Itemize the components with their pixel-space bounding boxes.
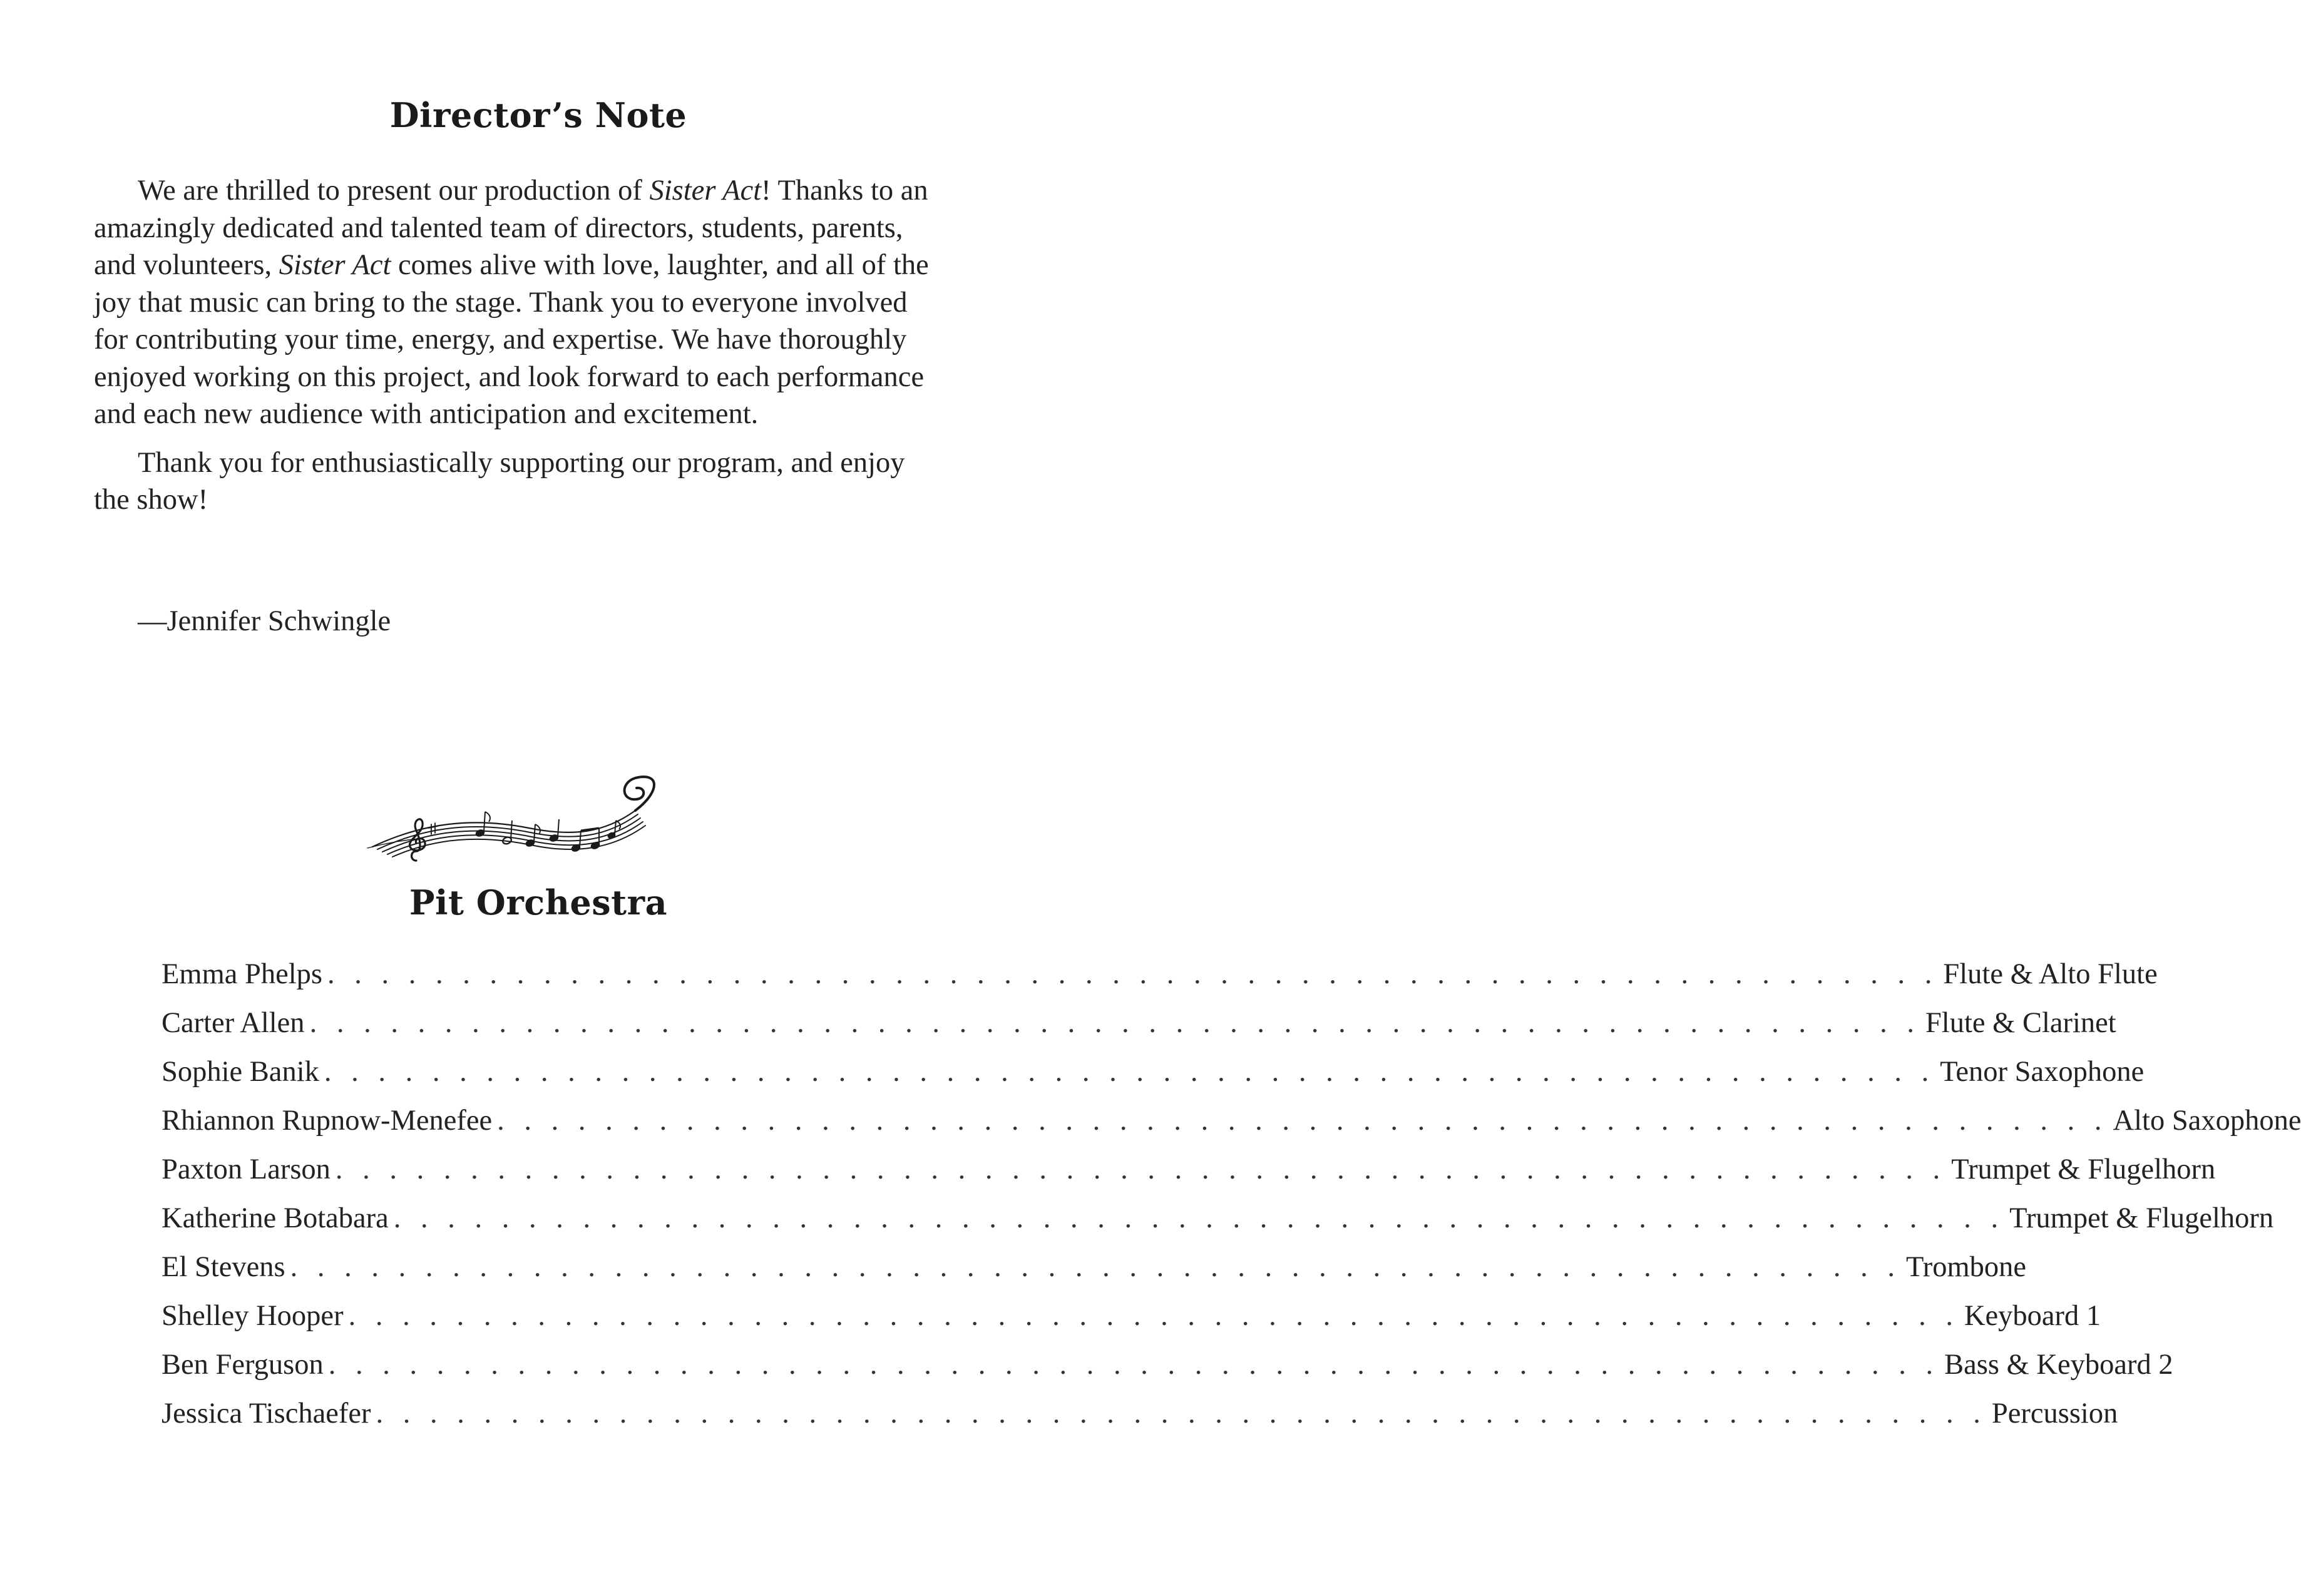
dot-leader: . . . . . . . . . . . . . . . . . . . . . . . . . . . . . . . . . . . . . . . . . . . . . . . . . . . . . . . . . . . . bbox=[393, 1202, 2005, 1234]
member-instrument: Trumpet & Flugelhorn bbox=[1951, 1154, 2216, 1185]
member-name: El Stevens bbox=[161, 1251, 285, 1283]
dot-leader: . . . . . . . . . . . . . . . . . . . . . . . . . . . . . . . . . . . . . . . . . . . . . . . . . . . . . . . . . . . . bbox=[335, 1154, 1947, 1185]
directors-note-signature: —Jennifer Schwingle bbox=[138, 605, 391, 637]
orchestra-member-row bbox=[161, 1006, 2116, 1055]
orchestra-member-row bbox=[161, 1104, 2301, 1153]
member-name: Paxton Larson bbox=[161, 1154, 331, 1185]
directors-note-title: Director’s Note bbox=[389, 95, 687, 135]
note-text-segment: comes alive with love, laughter, and all of the joy that music can bring to the stage. Thank you to everyone involved for contributing your time, energy, and expertise. We have thoroughly enjoyed working on this project, and look forward to each performance and each new audience with anticipation and excitement. bbox=[94, 249, 929, 430]
dot-leader: . . . . . . . . . . . . . . . . . . . . . . . . . . . . . . . . . . . . . . . . . . . . . . . . . . . . . . . . . . . . bbox=[348, 1300, 1959, 1332]
member-instrument: Percussion bbox=[1991, 1398, 2118, 1430]
orchestra-member-row bbox=[161, 1348, 2173, 1397]
directors-note-body bbox=[94, 172, 933, 519]
orchestra-member-row bbox=[161, 1397, 2118, 1446]
note-text-segment: We are thrilled to present our production of bbox=[138, 175, 650, 207]
orchestra-member-row bbox=[161, 1251, 2027, 1299]
member-instrument: Bass & Keyboard 2 bbox=[1944, 1349, 2173, 1381]
dot-leader: . . . . . . . . . . . . . . . . . . . . . . . . . . . . . . . . . . . . . . . . . . . . . . . . . . . . . . . . . . . . bbox=[497, 1105, 2108, 1137]
dot-leader: . . . . . . . . . . . . . . . . . . . . . . . . . . . . . . . . . . . . . . . . . . . . . . . . . . . . . . . . . . . . bbox=[376, 1398, 1987, 1430]
dot-leader: . . . . . . . . . . . . . . . . . . . . . . . . . . . . . . . . . . . . . . . . . . . . . . . . . . . . . . . . . . . . bbox=[327, 958, 1939, 990]
member-instrument: Alto Saxophone bbox=[2113, 1105, 2301, 1137]
dot-leader: . . . . . . . . . . . . . . . . . . . . . . . . . . . . . . . . . . . . . . . . . . . . . . . . . . . . . . . . . . . . bbox=[328, 1349, 1940, 1381]
note-text-segment: ! Thanks to an amazingly dedicated and talented team of directors, students, parents, and volunteers, bbox=[94, 175, 928, 281]
orchestra-member-row bbox=[161, 1153, 2216, 1202]
member-instrument: Trombone bbox=[1905, 1251, 2027, 1283]
pit-orchestra-list bbox=[161, 958, 2301, 1446]
music-staff-swirl-icon bbox=[366, 773, 667, 867]
member-instrument: Flute & Alto Flute bbox=[1943, 958, 2158, 990]
orchestra-member-row bbox=[161, 1055, 2145, 1104]
dot-leader: . . . . . . . . . . . . . . . . . . . . . . . . . . . . . . . . . . . . . . . . . . . . . . . . . . . . . . . . . . . . bbox=[309, 1007, 1920, 1039]
member-instrument: Trumpet & Flugelhorn bbox=[2009, 1202, 2274, 1234]
member-name: Katherine Botabara bbox=[161, 1202, 389, 1234]
directors-note-paragraph-2: Thank you for enthusiastically supporting our program, and enjoy the show! bbox=[94, 446, 905, 516]
orchestra-member-row bbox=[161, 1299, 2101, 1348]
member-name: Rhiannon Rupnow-Menefee bbox=[161, 1105, 493, 1137]
member-name: Ben Ferguson bbox=[161, 1349, 324, 1381]
show-title-italic: Sister Act bbox=[279, 249, 391, 281]
pit-orchestra-title: Pit Orchestra bbox=[409, 882, 668, 923]
member-name: Jessica Tischaefer bbox=[161, 1398, 371, 1430]
dot-leader: . . . . . . . . . . . . . . . . . . . . . . . . . . . . . . . . . . . . . . . . . . . . . . . . . . . . . . . . . . . . bbox=[290, 1251, 1901, 1283]
member-instrument: Keyboard 1 bbox=[1964, 1300, 2101, 1332]
member-name: Carter Allen bbox=[161, 1007, 305, 1039]
show-title-italic: Sister Act bbox=[649, 175, 762, 207]
member-name: Emma Phelps bbox=[161, 958, 323, 990]
member-instrument: Flute & Clarinet bbox=[1925, 1007, 2116, 1039]
member-name: Sophie Banik bbox=[161, 1056, 319, 1088]
orchestra-member-row bbox=[161, 1202, 2274, 1251]
orchestra-member-row bbox=[161, 958, 2158, 1006]
member-instrument: Tenor Saxophone bbox=[1940, 1056, 2145, 1088]
directors-note-paragraph-1 bbox=[94, 172, 933, 433]
dot-leader: . . . . . . . . . . . . . . . . . . . . . . . . . . . . . . . . . . . . . . . . . . . . . . . . . . . . . . . . . . . . bbox=[324, 1056, 1935, 1088]
member-name: Shelley Hooper bbox=[161, 1300, 344, 1332]
